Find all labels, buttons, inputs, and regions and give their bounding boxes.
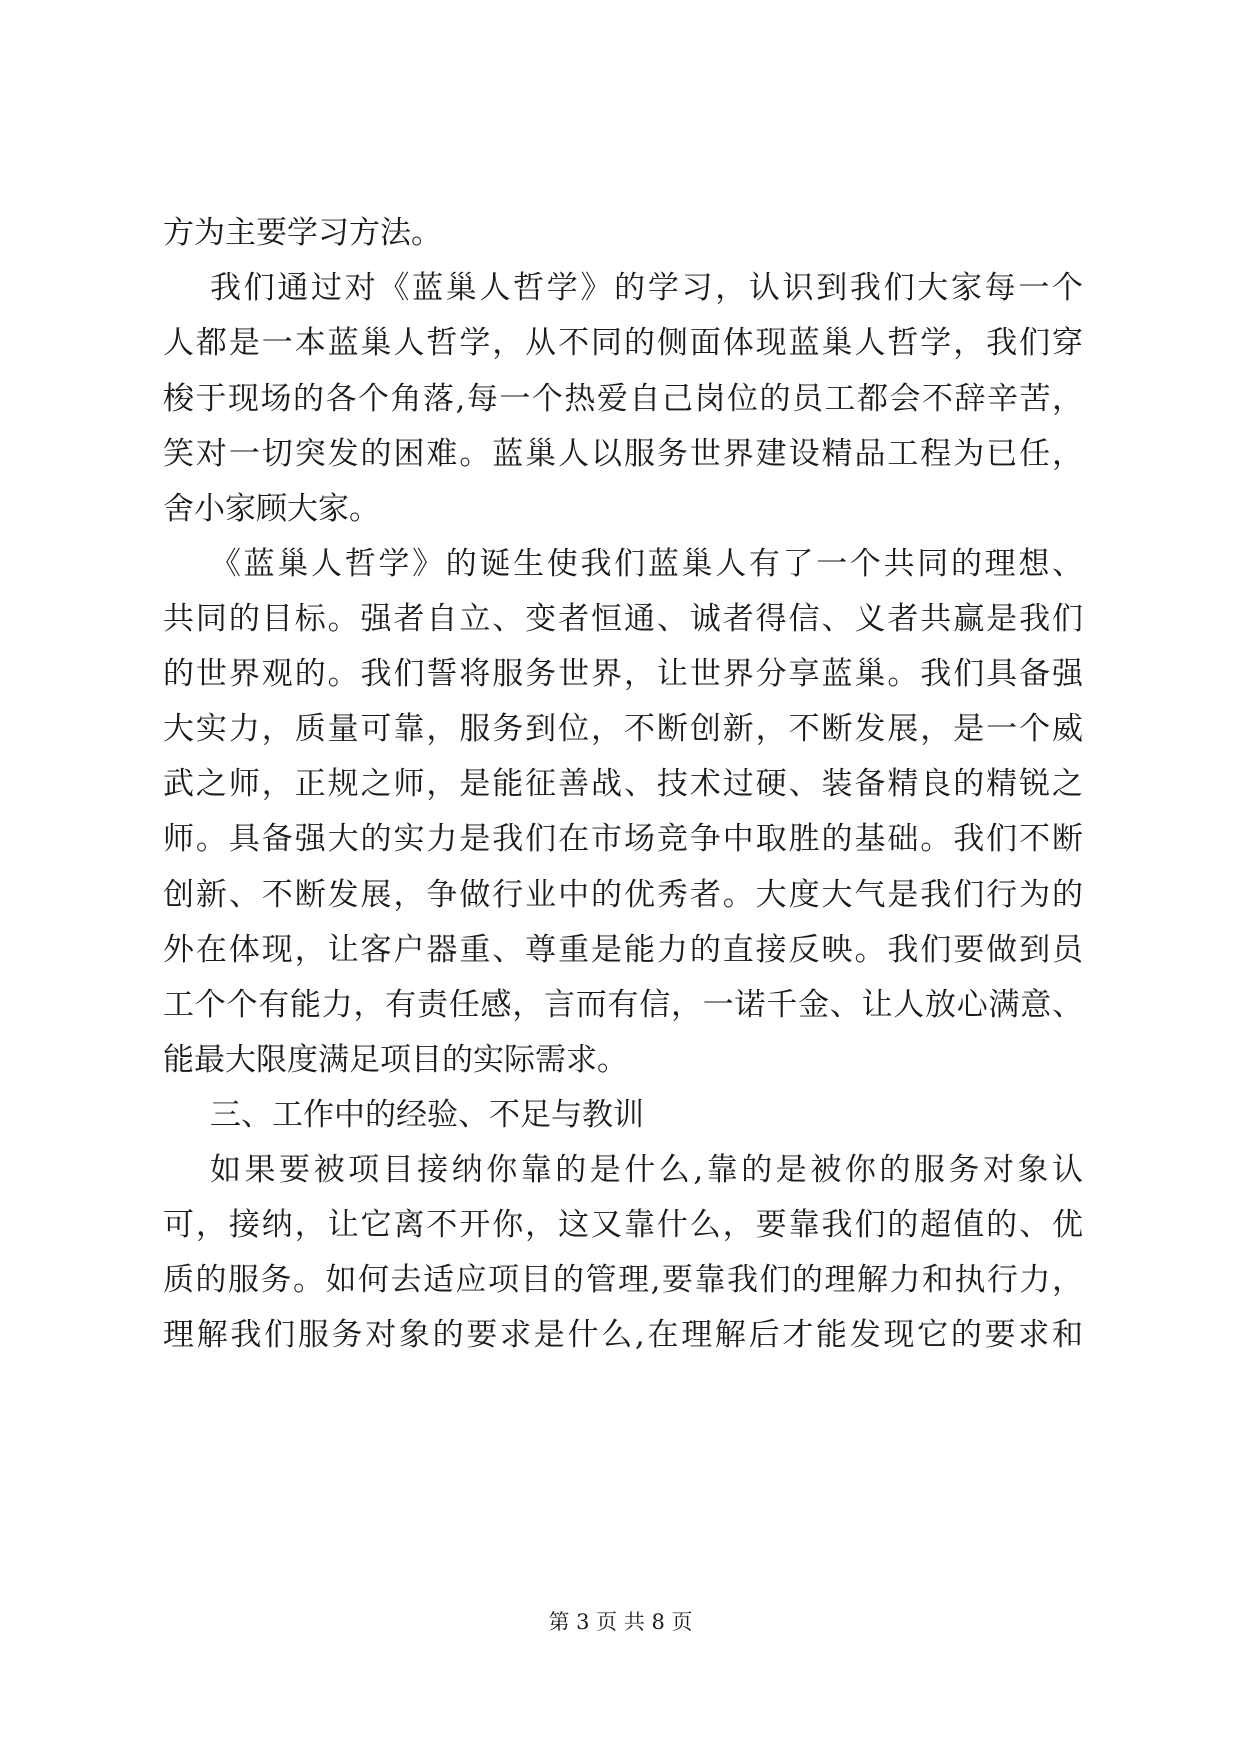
text-line: 创新、不断发展，争做行业中的优秀者。大度大气是我们行为的: [163, 877, 1083, 913]
text-line: 我们通过对《蓝巢人哲学》的学习，认识到我们大家每一个: [210, 270, 1083, 306]
text-line: 工个个有能力，有责任感，言而有信，一诺千金、让人放心满意、: [163, 987, 1083, 1023]
text-line: 大实力，质量可靠，服务到位，不断创新，不断发展，是一个威: [163, 711, 1083, 747]
page-footer: [0, 1608, 1241, 1636]
text-line: 外在体现，让客户器重、尊重是能力的直接反映。我们要做到员: [163, 932, 1083, 968]
text-line: 人都是一本蓝巢人哲学，从不同的侧面体现蓝巢人哲学，我们穿: [163, 325, 1083, 361]
text-line: 能最大限度满足项目的实际需求。: [163, 1042, 628, 1078]
text-line: 共同的目标。强者自立、变者恒通、诚者得信、义者共赢是我们: [163, 601, 1083, 637]
text-line: 《蓝巢人哲学》的诞生使我们蓝巢人有了一个共同的理想、: [210, 546, 1083, 582]
text-line: 的世界观的。我们誓将服务世界，让世界分享蓝巢。我们具备强: [163, 656, 1083, 692]
text-line: 方为主要学习方法。: [163, 215, 442, 251]
text-line: 可，接纳，让它离不开你，这又靠什么，要靠我们的超值的、优: [163, 1207, 1083, 1243]
text-line: 如果要被项目接纳你靠的是什么,靠的是被你的服务对象认: [210, 1152, 1083, 1188]
text-line: 武之师，正规之师，是能征善战、技术过硬、装备精良的精锐之: [163, 766, 1083, 802]
page-indicator: 第 3 页 共 8 页: [548, 1610, 693, 1634]
text-line: 理解我们服务对象的要求是什么,在理解后才能发现它的要求和: [163, 1317, 1083, 1353]
section-heading: 三、工作中的经验、不足与教训: [210, 1097, 644, 1133]
text-line: 舍小家顾大家。: [163, 491, 380, 527]
text-line: 师。具备强大的实力是我们在市场竞争中取胜的基础。我们不断: [163, 821, 1083, 857]
text-line: 梭于现场的各个角落,每一个热爱自己岗位的员工都会不辞辛苦，: [163, 381, 1083, 417]
text-line: 质的服务。如何去适应项目的管理,要靠我们的理解力和执行力，: [163, 1262, 1083, 1298]
text-line: 笑对一切突发的困难。蓝巢人以服务世界建设精品工程为已任，: [163, 436, 1083, 472]
